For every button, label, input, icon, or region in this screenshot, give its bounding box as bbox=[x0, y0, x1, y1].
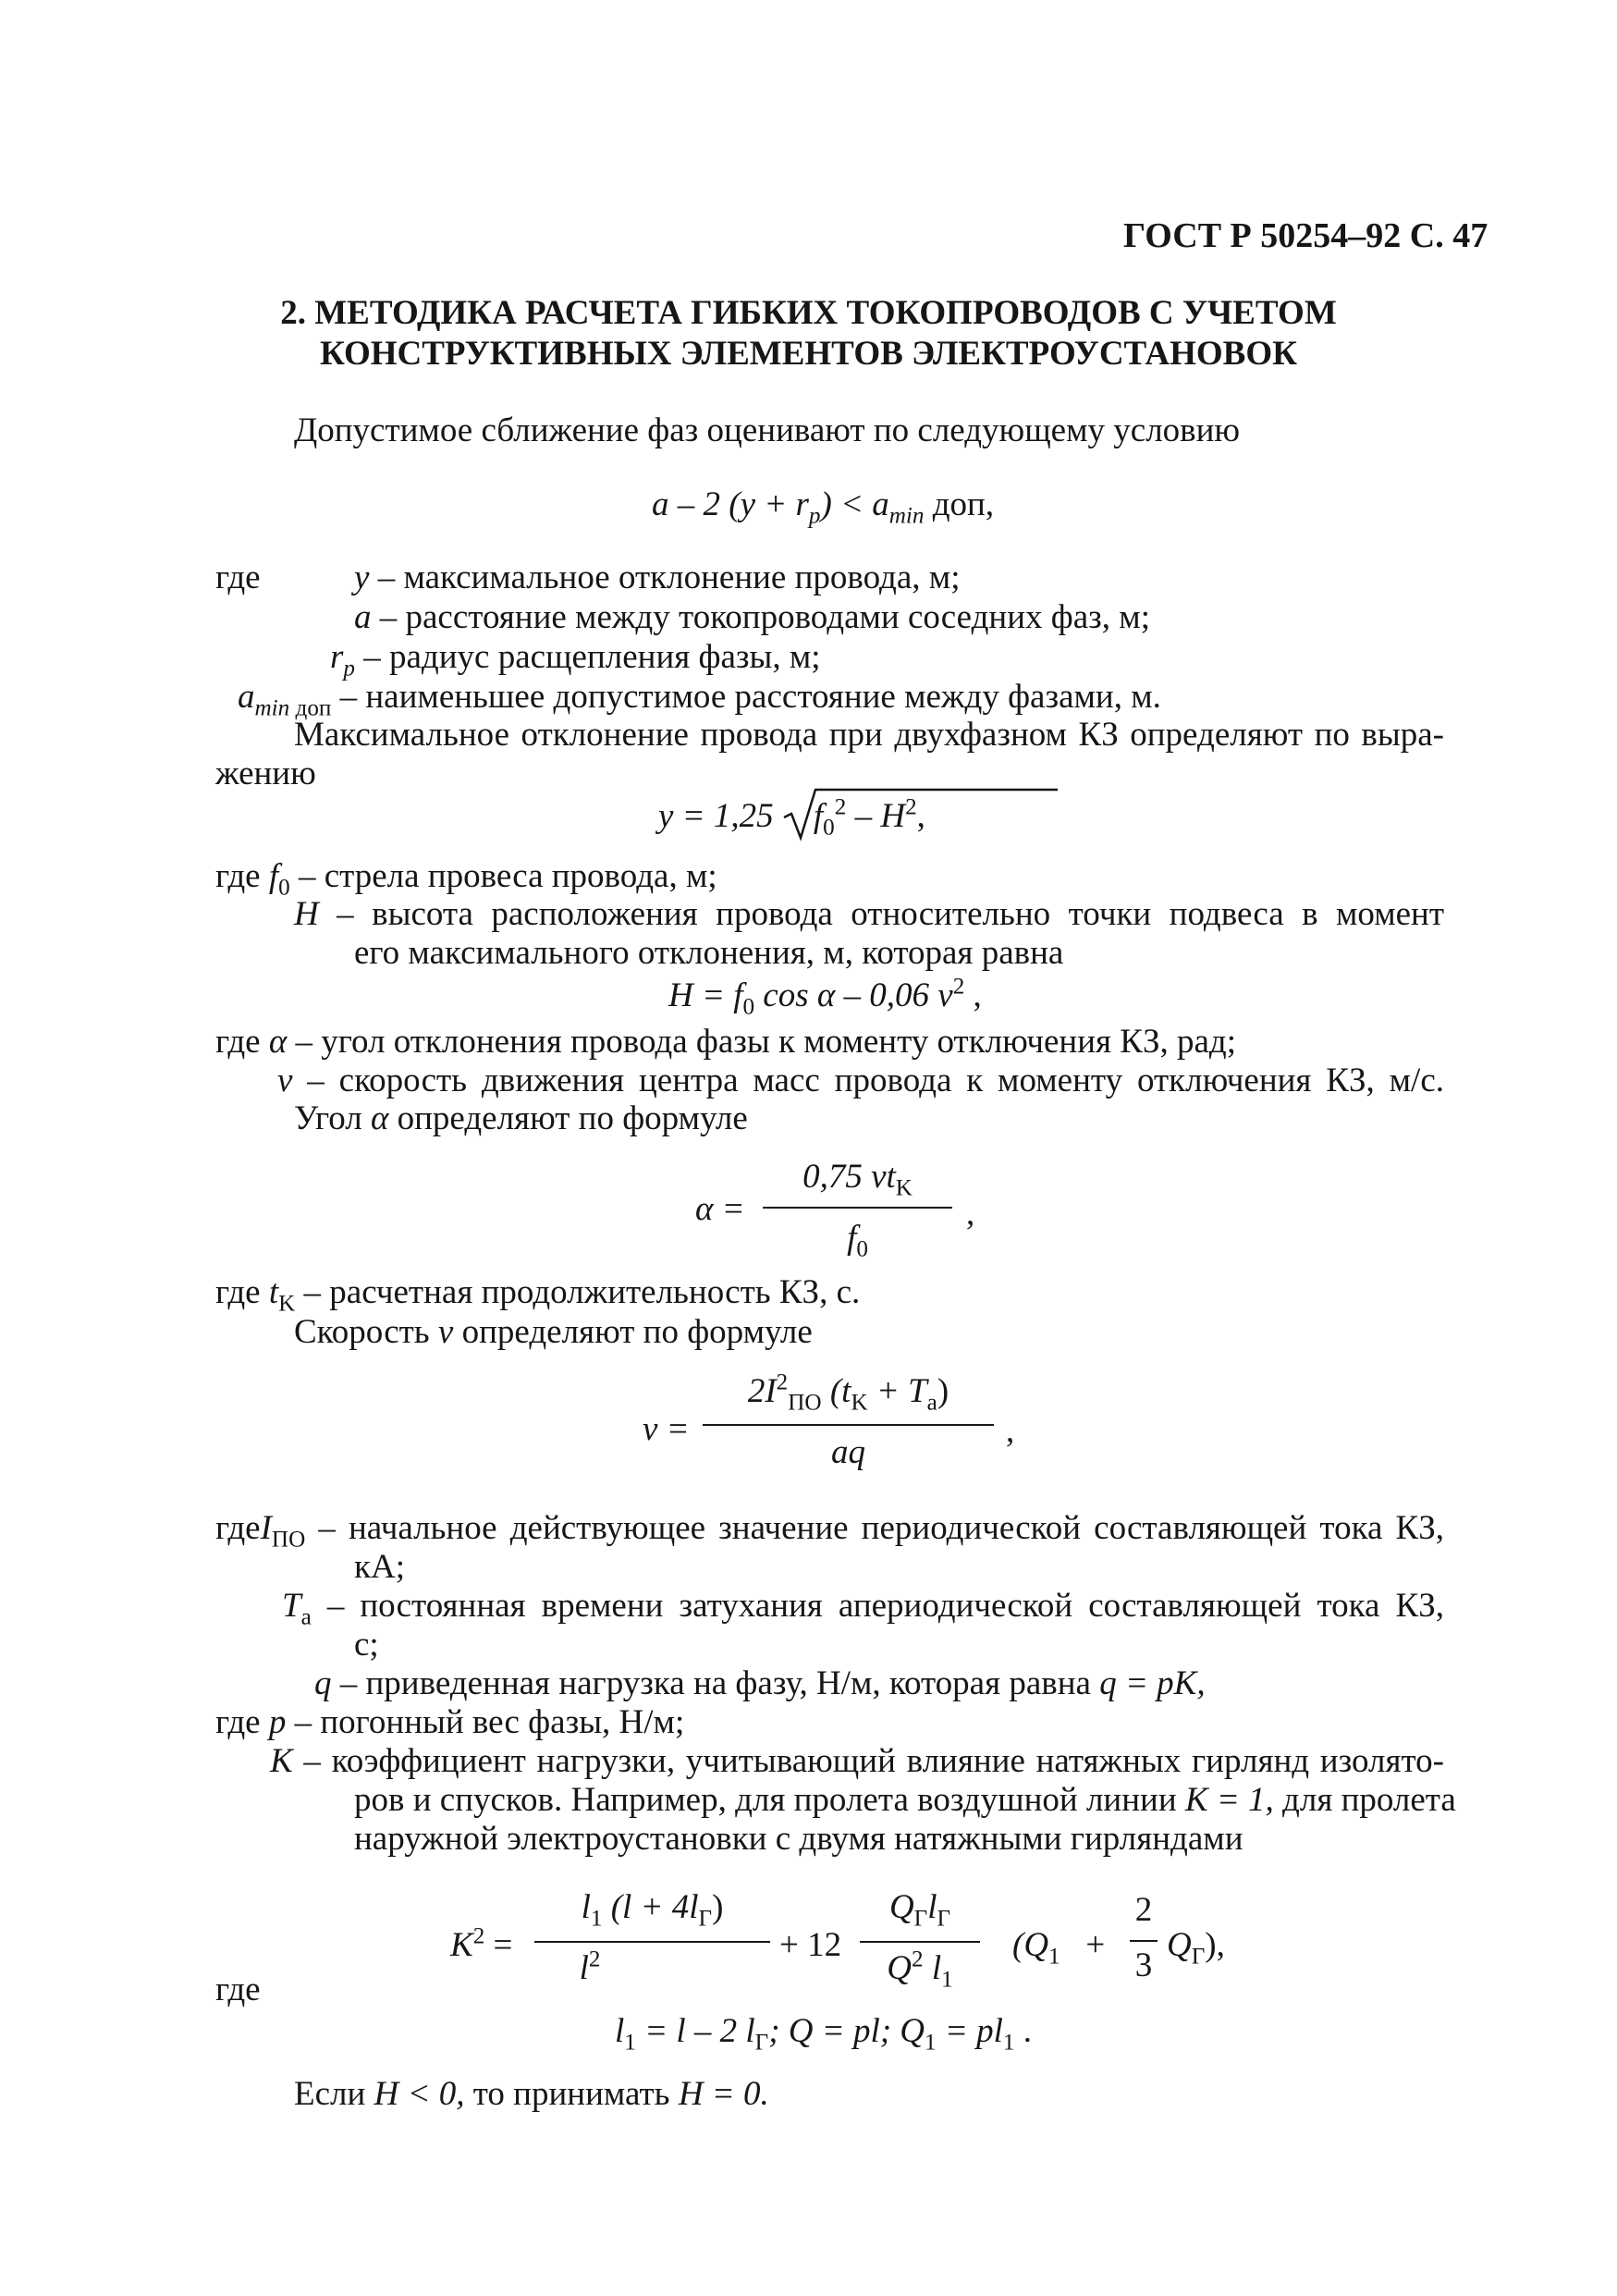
def-y: y – максимальное отклонение провода, м; bbox=[354, 559, 961, 596]
equation-6-fraction-2-bar bbox=[860, 1941, 980, 1943]
equation-4-lhs: α = bbox=[695, 1190, 745, 1228]
equation-6-lhs: $K^2$ = bbox=[450, 1923, 513, 1964]
def-p: где p – погонный вес фазы, Н/м; bbox=[215, 1703, 685, 1741]
def-H-line-1: H – высота расположения провода относительно точки подвеса в момент bbox=[294, 895, 1444, 933]
radical-sign-icon bbox=[782, 786, 1060, 841]
equation-4-fraction-bar bbox=[763, 1207, 952, 1209]
equation-6-fraction-3-bar bbox=[1130, 1940, 1158, 1942]
def-q: q – приведенная нагрузка на фазу, Н/м, которая равна q = pK, bbox=[314, 1664, 1206, 1702]
equation-4-numerator: 0,75 $vt_K$ bbox=[802, 1158, 913, 1201]
equation-6-fraction-1-numerator: $l_1$ $(l + 4l_Г)$ bbox=[581, 1888, 724, 1932]
paragraph-3: Угол α определяют по формуле bbox=[294, 1099, 748, 1137]
page-header: ГОСТ Р 50254–92 С. 47 bbox=[1123, 216, 1488, 255]
equation-6-fraction-3-numerator: 2 bbox=[1134, 1891, 1153, 1929]
def-v: v – скорость движения центра масс провода к моменту отключения КЗ, м/с. bbox=[277, 1062, 1444, 1099]
paragraph-5: Если H < 0, то принимать H = 0. bbox=[294, 2075, 769, 2113]
def-amin: $a_{min доп}$ – наименьшее допустимое расстояние между фазами, м. bbox=[238, 678, 1161, 721]
equation-3: $H = f_0$ cos α – 0,06 $v^2$ , bbox=[668, 974, 982, 1020]
section-title-line-1: 2. МЕТОДИКА РАСЧЕТА ГИБКИХ ТОКОПРОВОДОВ С УЧЕТОМ bbox=[280, 294, 1337, 332]
equation-5-lhs: v = bbox=[643, 1410, 690, 1448]
equation-5-fraction-bar bbox=[703, 1424, 994, 1426]
where-label-1: где bbox=[215, 559, 261, 596]
def-K-line-1: K – коэффициент нагрузки, учитывающий влияние натяжных гирлянд изолято- bbox=[270, 1742, 1444, 1780]
paragraph-4: Скорость v определяют по формуле bbox=[294, 1313, 813, 1351]
def-K-line-3: наружной электроустановки с двумя натяжными гирляндами bbox=[354, 1820, 1243, 1858]
equation-6-fraction-2-numerator: $Q_Гl_Г$ bbox=[888, 1888, 951, 1932]
def-Ta-line-1: $T_a$ – постоянная времени затухания апериодической составляющей тока КЗ, bbox=[282, 1587, 1444, 1630]
equation-5-denominator: aq bbox=[831, 1433, 865, 1471]
equation-6-fraction-1-denominator: $l^2$ bbox=[579, 1946, 601, 1987]
def-Ta-line-2: с; bbox=[354, 1626, 379, 1664]
paragraph-2-line-2: жению bbox=[215, 755, 316, 792]
equation-6-plus-12: + 12 bbox=[779, 1926, 842, 1964]
def-H-line-2: его максимального отклонения, м, которая равна bbox=[354, 934, 1064, 972]
equation-1: a – 2 $(y + r_p) < a_{min}$ доп, bbox=[652, 485, 995, 529]
equation-6-fraction-1-bar bbox=[534, 1941, 770, 1943]
def-a: a – расстояние между токопроводами соседних фаз, м; bbox=[354, 598, 1150, 636]
def-alpha: где α – угол отклонения провода фазы к моменту отключения КЗ, рад; bbox=[215, 1023, 1237, 1061]
equation-7: $l_1 = l - 2$ $l_Г$; Q = pl; $Q_1 = pl_1$ . bbox=[615, 2012, 1032, 2056]
equation-4-comma: , bbox=[966, 1195, 975, 1233]
equation-5-numerator: $2I^2_{ПО}$ $(t_K + T_a)$ bbox=[747, 1369, 949, 1416]
def-tk: где $t_K$ – расчетная продолжительность КЗ, с. bbox=[215, 1273, 861, 1317]
equation-6-fraction-2-denominator: $Q^2$ $l_1$ bbox=[887, 1946, 953, 1993]
paragraph-2-line-1: Максимальное отклонение провода при двухфазном КЗ определяют по выра- bbox=[294, 716, 1444, 754]
def-Ipo-line-1: гдеI$_{ПО}$ – начальное действующее значение периодической составляющей тока КЗ, bbox=[215, 1509, 1444, 1553]
equation-6-paren-group: ($Q_1$ + bbox=[1012, 1926, 1106, 1970]
def-rp: $r_p$ – радиус расщепления фазы, м; bbox=[330, 638, 821, 681]
equation-6-fraction-3-denominator: 3 bbox=[1134, 1946, 1153, 1984]
equation-6-tail: $Q_Г$), bbox=[1167, 1926, 1225, 1970]
equation-5-comma: , bbox=[1006, 1412, 1015, 1450]
where-label-7: где bbox=[215, 1971, 261, 2008]
equation-4-denominator: $f_0$ bbox=[847, 1219, 868, 1262]
equation-2: y = 1,25 $f_0^2 - H^2$, bbox=[658, 795, 925, 838]
def-f0: где $f_0$ – стрела провеса провода, м; bbox=[215, 857, 717, 901]
paragraph-1: Допустимое сближение фаз оценивают по следующему условию bbox=[294, 411, 1241, 449]
def-K-line-2: ров и спусков. Например, для пролета воздушной линии K = 1, для пролета bbox=[354, 1781, 1456, 1819]
section-title-line-2: КОНСТРУКТИВНЫХ ЭЛЕМЕНТОВ ЭЛЕКТРОУСТАНОВОК bbox=[320, 335, 1297, 373]
def-Ipo-line-2: кА; bbox=[354, 1548, 405, 1586]
